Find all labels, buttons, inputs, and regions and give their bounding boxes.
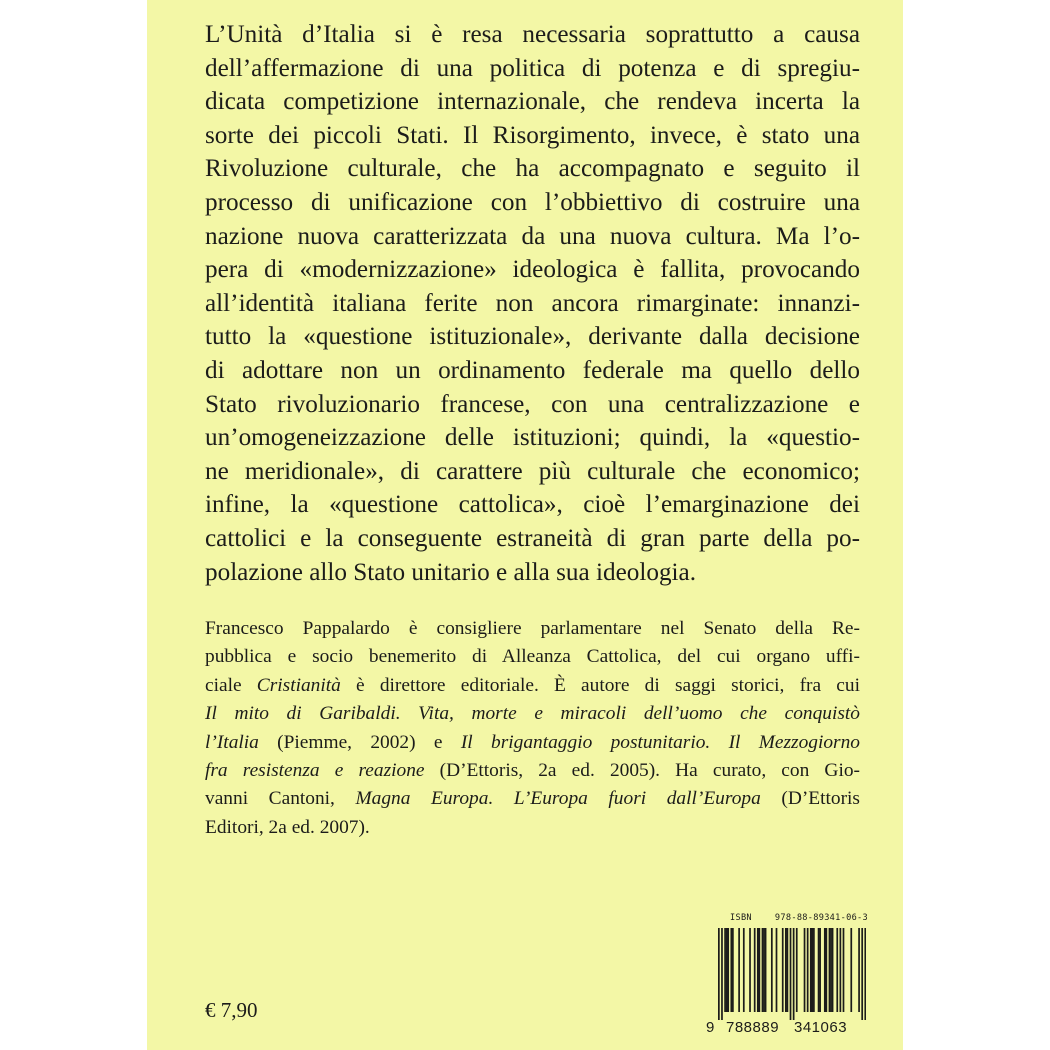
barcode-bar xyxy=(829,928,831,1012)
barcode-bar xyxy=(811,928,813,1012)
synopsis-line: processo di unificazione con l’obbiettivo di costruire una xyxy=(205,188,860,216)
barcode-bar xyxy=(743,928,745,1012)
barcode-bar xyxy=(732,928,734,1012)
barcode-bar xyxy=(776,928,778,1012)
synopsis-line: Rivoluzione culturale, che ha accompagnato e seguito il xyxy=(205,155,860,183)
barcode-bar xyxy=(825,928,827,1012)
synopsis-line: dicata competizione internazionale, che rendeva incerta la xyxy=(205,88,860,116)
book-title: l’Italia xyxy=(205,731,259,753)
barcode-bar xyxy=(724,928,726,1012)
barcode-bar xyxy=(850,928,852,1012)
synopsis-line: cattolici e la conseguente estraneità di gran parte della po- xyxy=(205,524,860,552)
barcode-bar xyxy=(832,928,834,1012)
isbn-barcode xyxy=(706,913,868,1035)
barcode-digit-lead: 9 xyxy=(706,1019,715,1036)
synopsis-line: infine, la «questione cattolica», cioè l’emarginazione dei xyxy=(205,491,860,519)
barcode-bar xyxy=(824,928,826,1012)
journal-title: Cristianità xyxy=(256,674,341,696)
barcode-bar xyxy=(730,928,732,1012)
book-title: fra resistenza e reazione xyxy=(205,760,425,782)
synopsis-line: tutto la «questione istituzionale», derivante dalla decisione xyxy=(205,323,860,351)
isbn-number: ISBN 978-88-89341-06-3 xyxy=(730,913,868,923)
barcode-bar xyxy=(864,928,866,1020)
barcode-bar xyxy=(843,928,845,1012)
barcode-bar xyxy=(762,928,764,1012)
barcode-bar xyxy=(782,928,784,1012)
barcode-bar xyxy=(818,928,820,1012)
synopsis-line: sorte dei piccoli Stati. Il Risorgimento, invece, è stato una xyxy=(205,121,860,149)
author-bio-line: pubblica e socio benemerito di Alleanza Cattolica, del cui organo uffi- xyxy=(205,646,860,668)
author-bio xyxy=(205,615,860,842)
author-bio-line: vanni Cantoni, Magna Europa. L’Europa fuori dall’Europa (D’Ettoris xyxy=(205,788,860,810)
barcode-bar xyxy=(759,928,761,1012)
author-bio-line: ciale Cristianità è direttore editoriale. È autore di saggi storici, fra cui xyxy=(205,674,860,696)
barcode-bar xyxy=(807,928,809,1012)
synopsis-line: ne meridionale», di carattere più culturale che economico; xyxy=(205,457,860,485)
barcode-bar xyxy=(810,928,812,1012)
barcode-digits-left: 788889 xyxy=(726,1019,780,1036)
author-bio-line: fra resistenza e reazione (D’Ettoris, 2a ed. 2005). Ha curato, con Gio- xyxy=(205,760,860,782)
synopsis-line: L’Unità d’Italia si è resa necessaria soprattutto a causa xyxy=(205,21,860,48)
synopsis-line: un’omogeneizzazione delle istituzioni; quindi, la «questio- xyxy=(205,424,860,452)
barcode-bar xyxy=(836,928,838,1012)
barcode-bar xyxy=(727,928,729,1012)
barcode-bar xyxy=(726,928,728,1012)
barcode-bar xyxy=(819,928,821,1012)
author-bio-line: l’Italia (Piemme, 2002) e Il brigantaggio postunitario. Il Mezzogiorno xyxy=(205,731,860,753)
barcode-bar xyxy=(718,928,720,1020)
synopsis-text xyxy=(205,18,860,589)
barcode-bar xyxy=(757,928,759,1012)
barcode-bar xyxy=(813,928,815,1012)
synopsis-line: pera di «modernizzazione» ideologica è fallita, provocando xyxy=(205,256,860,284)
barcode-bar xyxy=(765,928,767,1012)
author-bio-line: Francesco Pappalardo è consigliere parlamentare nel Senato della Re- xyxy=(205,618,860,639)
synopsis-line: Stato rivoluzionario francese, con una centralizzazione e xyxy=(205,390,860,418)
synopsis-line: polazione allo Stato unitario e alla sua ideologia. xyxy=(205,558,697,586)
synopsis-line: dell’affermazione di una politica di potenza e di spregiu- xyxy=(205,54,860,82)
barcode-bar xyxy=(804,928,806,1012)
synopsis-line: di adottare non un ordinamento federale ma quello dello xyxy=(205,356,860,384)
barcode-bar xyxy=(858,928,860,1012)
barcode-bars xyxy=(718,928,866,1020)
book-title: Il mito di Garibaldi. Vita, morte e miracoli dell’uomo che conquistò xyxy=(205,703,860,725)
barcode-bar xyxy=(861,928,863,1020)
barcode-bar xyxy=(840,928,842,1012)
price-label: € 7,90 xyxy=(205,998,258,1022)
barcode-bar xyxy=(796,928,798,1012)
barcode-bar xyxy=(754,928,756,1012)
author-bio-line xyxy=(205,700,860,728)
barcode-digits-right: 341063 xyxy=(794,1019,848,1036)
barcode-bar xyxy=(793,928,795,1020)
barcode-bar xyxy=(790,928,792,1020)
synopsis-line: nazione nuova caratterizzata da una nuova cultura. Ma l’o- xyxy=(205,222,860,250)
barcode-bar xyxy=(830,928,832,1012)
barcode-bar xyxy=(738,928,740,1012)
barcode-bar xyxy=(749,928,751,1012)
book-title: Il brigantaggio postunitario. Il Mezzogiorno xyxy=(460,731,860,753)
book-title: Magna Europa. L’Europa fuori dall’Europa xyxy=(355,788,761,810)
barcode-bar xyxy=(771,928,773,1012)
author-bio-line: Editori, 2a ed. 2007). xyxy=(205,816,370,838)
barcode-bar xyxy=(721,928,723,1020)
barcode-bar xyxy=(785,928,787,1012)
synopsis-line: all’identità italiana ferite non ancora rimarginate: innanzi- xyxy=(205,289,860,317)
barcode-bar xyxy=(763,928,765,1012)
barcode-bar xyxy=(787,928,789,1012)
